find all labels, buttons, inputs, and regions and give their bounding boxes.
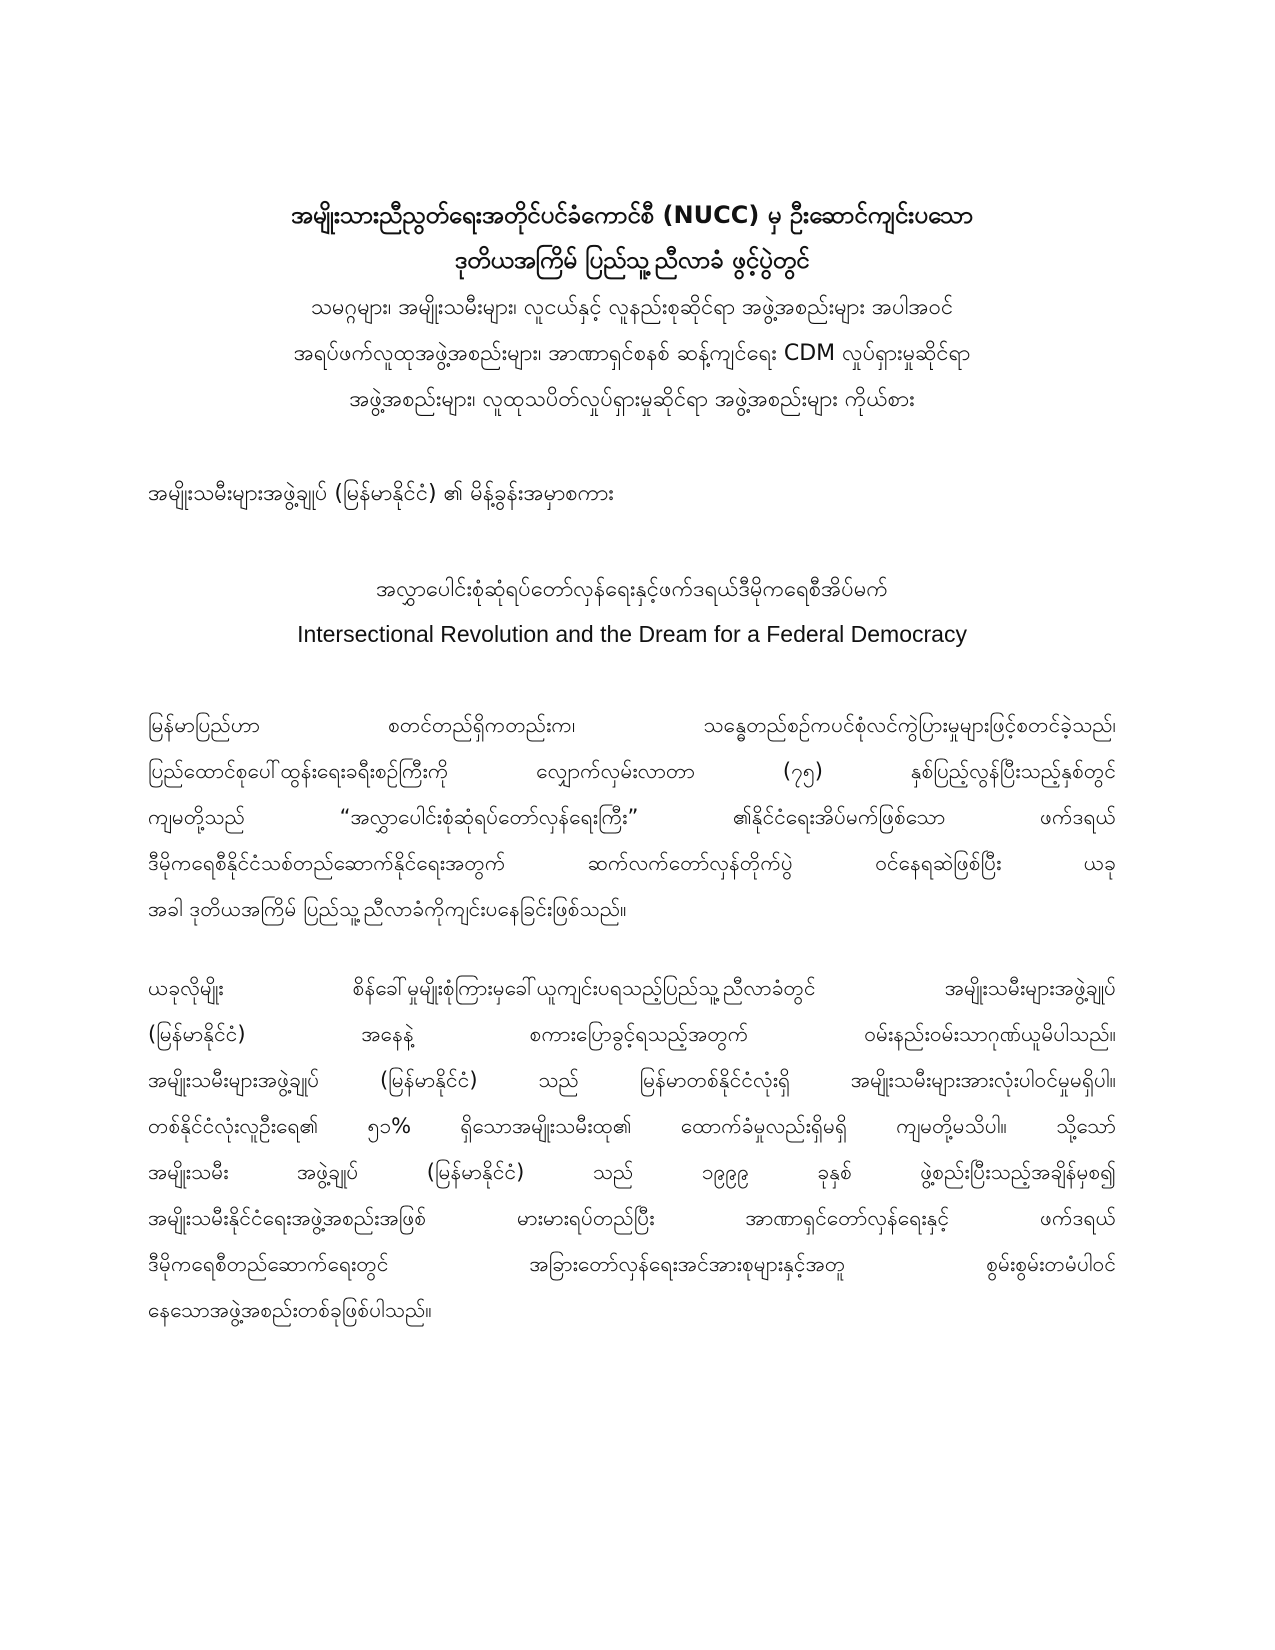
- speech-title-english: Intersectional Revolution and the Dream for a Federal Democracy: [297, 621, 967, 647]
- paragraph-line: မြန်မာပြည်ဟာ စတင်တည်ရှိကတည်းက၊ သန္ဓေတည်စဉ်ကပင်စုံလင်ကွဲပြားမှုများဖြင့်စတင်ခဲ့သည်၊: [148, 713, 1116, 737]
- paragraph-line: အမျိုးသမီးများအဖွဲ့ချုပ် (မြန်မာနိုင်ငံ) သည် မြန်မာတစ်နိုင်ငံလုံးရှိ အမျိုးသမီးများအားလုံးပါဝင်မှုမရှိပါ။: [148, 1068, 1116, 1092]
- paragraph-line: ဒီမိုကရေစီနိုင်ငံသစ်တည်ဆောက်နိုင်ရေးအတွက် ဆက်လက်တော်လှန်တိုက်ပွဲ ဝင်နေရဆဲဖြစ်ပြီး ယခု: [148, 851, 1116, 875]
- paragraph-line: (မြန်မာနိုင်ငံ) အနေနဲ့ စကားပြောခွင့်ရသည့်အတွက် ဝမ်းနည်းဝမ်းသာဂုဏ်ယူမိပါသည်။: [148, 1022, 1116, 1046]
- paragraph-line: အမျိုးသမီးနိုင်ငံရေးအဖွဲ့အစည်းအဖြစ် မားမားရပ်တည်ပြီး အာဏာရှင်တော်လှန်ရေးနှင့် ဖက်ဒရယ်: [148, 1206, 1116, 1230]
- paragraph-line: နေသောအဖွဲ့အစည်းတစ်ခုဖြစ်ပါသည်။: [148, 1298, 432, 1322]
- paragraph-1: [148, 705, 1116, 935]
- paragraph-line: ပြည်ထောင်စုပေါ်ထွန်းရေးခရီးစဉ်ကြီးကို လျှောက်လှမ်းလာတာ (၇၅) နှစ်ပြည့်လွန်ပြီးသည့်နှစ်တွင်: [148, 759, 1116, 783]
- paragraph-line: ဒီမိုကရေစီတည်ဆောက်ရေးတွင် အခြားတော်လှန်ရေးအင်အားစုများနှင့်အတူ စွမ်းစွမ်းတမံပါဝင်: [148, 1252, 1116, 1276]
- paragraph-line: ယခုလိုမျိုး စိန်ခေါ်မှုမျိုးစုံကြားမှခေါ်ယူကျင်းပရသည့်ပြည်သူ့ညီလာခံတွင် အမျိုးသမီးများအဖွဲ့ချုပ်: [148, 976, 1116, 1000]
- address-line-2: အရပ်ဖက်လူထုအဖွဲ့အစည်းများ၊ အာဏာရှင်စနစ် ဆန့်ကျင်ရေး CDM လှုပ်ရှားမှုဆိုင်ရာ: [293, 341, 971, 366]
- paragraph-line: အမျိုးသမီး အဖွဲ့ချုပ် (မြန်မာနိုင်ငံ) သည် ၁၉၉၉ ခုနှစ် ဖွဲ့စည်းပြီးသည့်အချိန်မှစ၍: [148, 1160, 1116, 1184]
- speaker-line: အမျိုးသမီးများအဖွဲ့ချုပ် (မြန်မာနိုင်ငံ) ၏ မိန့်ခွန်းအမှာစကား: [148, 481, 614, 506]
- paragraph-2: [148, 968, 1116, 1336]
- speech-title-burmese: အလွှာပေါင်းစုံဆုံရပ်တော်လှန်ရေးနှင့်ဖက်ဒရယ်ဒီမိုကရေစီအိပ်မက်: [376, 577, 888, 602]
- address-line-3: အဖွဲ့အစည်းများ၊ လူထုသပိတ်လှုပ်ရှားမှုဆိုင်ရာ အဖွဲ့အစည်းများ ကိုယ်စား: [349, 387, 915, 412]
- address-line-1: သမဂ္ဂများ၊ အမျိုးသမီးများ၊ လူငယ်နှင့် လူနည်းစုဆိုင်ရာ အဖွဲ့အစည်းများ အပါအဝင်: [310, 295, 954, 320]
- paragraph-line: တစ်နိုင်ငံလုံးလူဦးရေ၏ ၅၁% ရှိသောအမျိုးသမီးထု၏ ထောက်ခံမှုလည်းရှိမရှိ ကျမတို့မသိပါ။ သို့သော်: [148, 1114, 1116, 1138]
- paragraph-line: ကျမတို့သည် “အလွှာပေါင်းစုံဆုံရပ်တော်လှန်ရေးကြီး” ၏နိုင်ငံရေးအိပ်မက်ဖြစ်သော ဖက်ဒရယ်: [148, 805, 1116, 829]
- document-page: [148, 0, 1116, 1650]
- heading-line-1: အမျိုးသားညီညွတ်ရေးအတိုင်ပင်ခံကောင်စီ (NUCC) မှ ဦးဆောင်ကျင်းပသော: [290, 201, 974, 229]
- paragraph-line: အခါ ဒုတိယအကြိမ် ပြည်သူ့ညီလာခံကိုကျင်းပနေခြင်းဖြစ်သည်။: [148, 897, 627, 921]
- heading-line-2: ဒုတိယအကြိမ် ပြည်သူ့ညီလာခံ ဖွင့်ပွဲတွင်: [454, 246, 810, 274]
